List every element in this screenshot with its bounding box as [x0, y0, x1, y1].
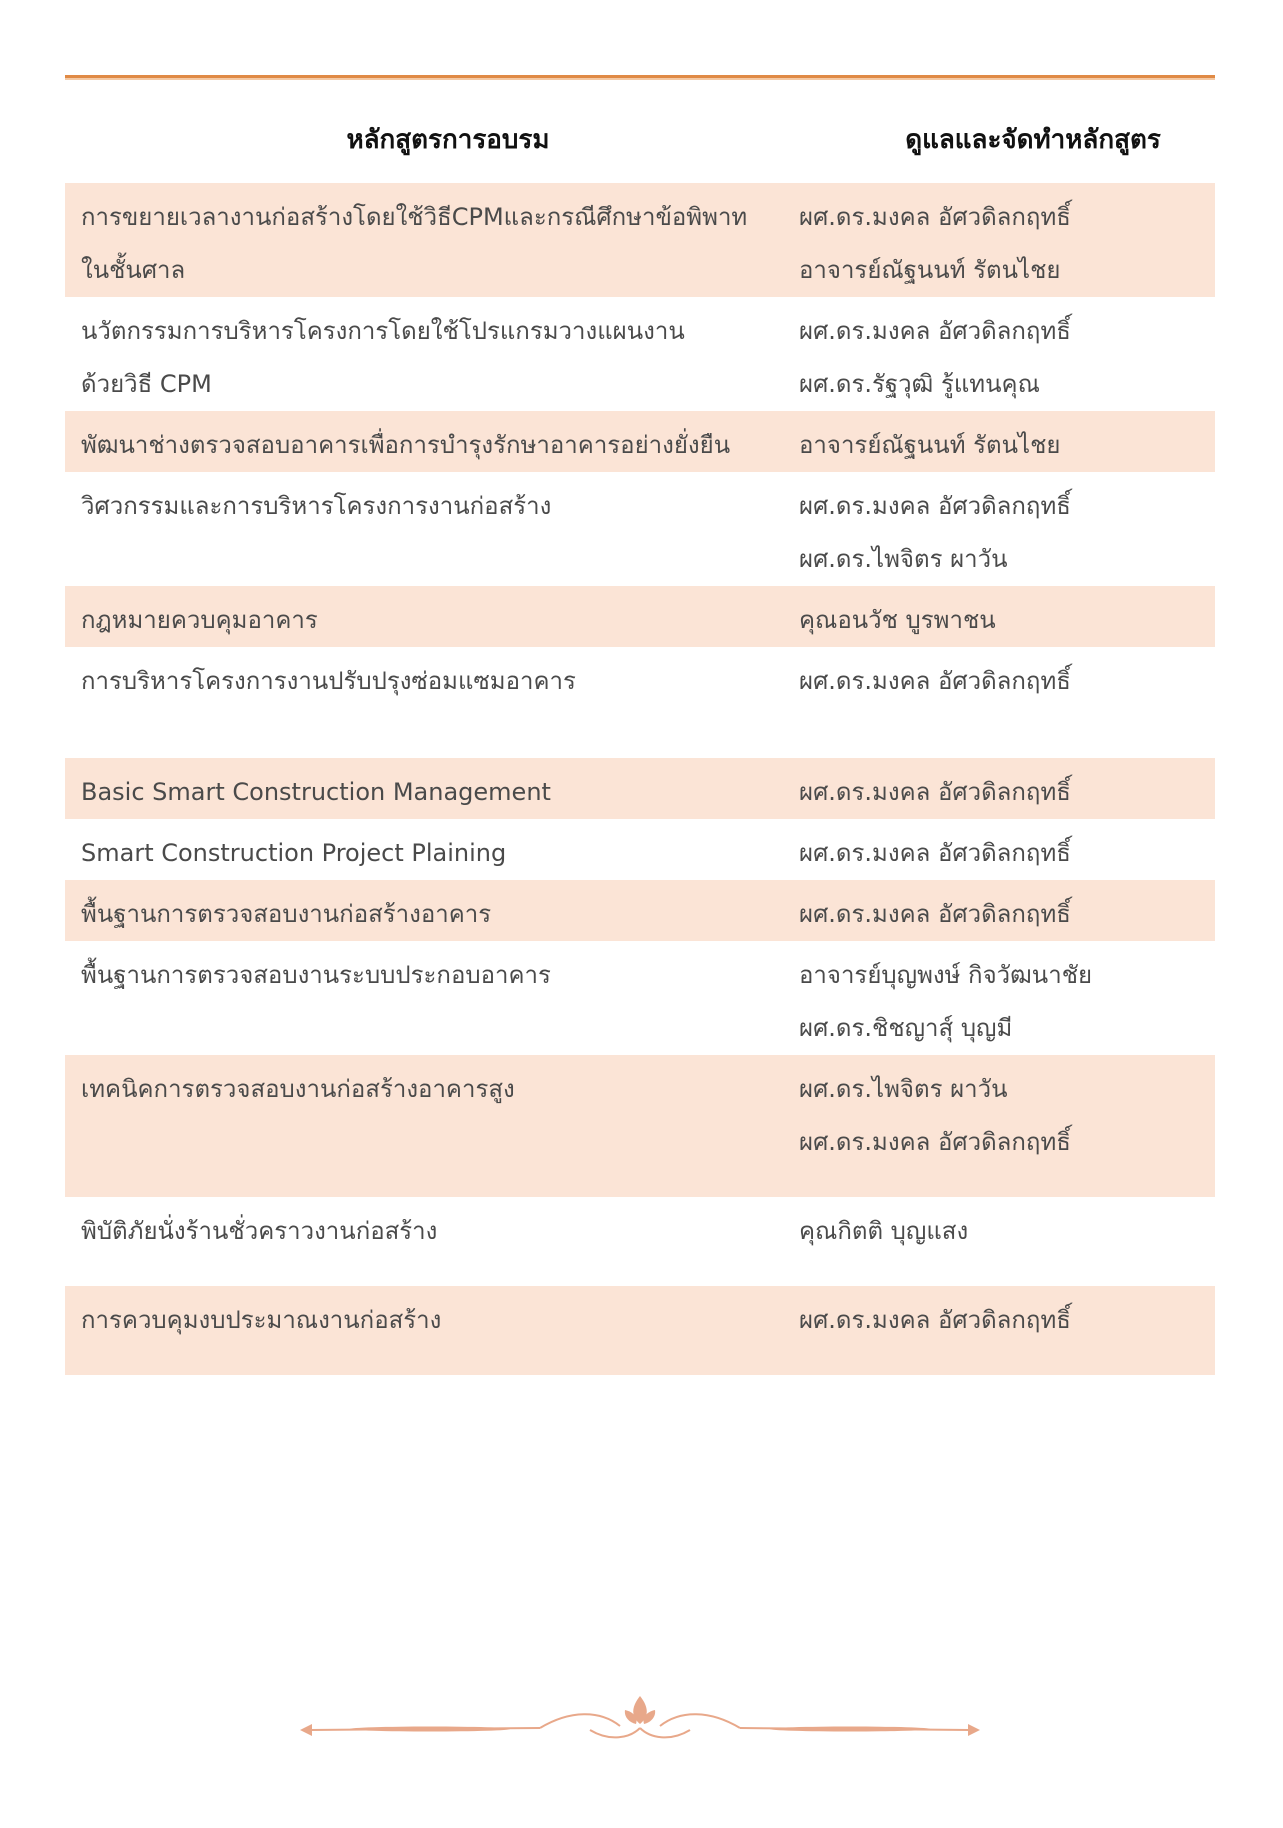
- table-row: [65, 297, 1215, 411]
- course-cell: [65, 411, 791, 472]
- table-row: [65, 1286, 1215, 1375]
- instructor-line: อาจารย์ณัฐนนท์ รัตนไชย: [799, 256, 1061, 284]
- course-line: ด้วยวิธี CPM: [81, 370, 212, 398]
- instructor-line: ผศ.ดร.มงคล อัศวดิลกฤทธิ์: [799, 778, 1071, 806]
- instructor-line: ผศ.ดร.รัฐวุฒิ รู้แทนคุณ: [799, 370, 1040, 398]
- instructor-line: ผศ.ดร.มงคล อัศวดิลกฤทธิ์: [799, 900, 1071, 928]
- course-line: การบริหารโครงการงานปรับปรุงซ่อมแซมอาคาร: [81, 667, 576, 695]
- course-cell: [65, 586, 791, 647]
- course-line: ในชั้นศาล: [81, 256, 186, 284]
- course-cell: [65, 183, 791, 297]
- instructor-line: ผศ.ดร.ชิชญาสุ์ บุญมี: [799, 1014, 1013, 1042]
- course-line: การควบคุมงบประมาณงานก่อสร้าง: [81, 1306, 442, 1334]
- course-line: พัฒนาช่างตรวจสอบอาคารเพื่อการบำรุงรักษาอาคารอย่างยั่งยืน: [81, 431, 731, 459]
- instructor-cell: [791, 1286, 1215, 1375]
- table-row: [65, 1055, 1215, 1197]
- course-line: เทคนิคการตรวจสอบงานก่อสร้างอาคารสูง: [81, 1075, 515, 1103]
- row-spacer: [65, 708, 1215, 758]
- instructor-cell: [791, 1055, 1215, 1197]
- instructor-cell: [791, 1197, 1215, 1286]
- course-line: พิบัติภัยนั่งร้านชั่วคราวงานก่อสร้าง: [81, 1217, 438, 1245]
- table-row: [65, 472, 1215, 586]
- instructor-cell: [791, 647, 1215, 708]
- course-cell: [65, 758, 791, 819]
- table-row: [65, 819, 1215, 880]
- header-instructor: ดูแลและจัดทำหลักสูตร: [905, 124, 1161, 155]
- header-course: หลักสูตรการอบรม: [346, 124, 550, 155]
- instructor-line: ผศ.ดร.มงคล อัศวดิลกฤทธิ์: [799, 317, 1071, 345]
- instructor-line: ผศ.ดร.มงคล อัศวดิลกฤทธิ์: [799, 203, 1071, 231]
- course-cell: [65, 1197, 791, 1286]
- table-row: [65, 941, 1215, 1055]
- course-line: พื้นฐานการตรวจสอบงานระบบประกอบอาคาร: [81, 961, 551, 989]
- top-divider: [65, 75, 1215, 80]
- instructor-cell: [791, 586, 1215, 647]
- course-cell: [65, 297, 791, 411]
- course-cell: [65, 1055, 791, 1197]
- course-cell: [65, 880, 791, 941]
- decorative-flourish-icon: [290, 1690, 990, 1750]
- course-line: Smart Construction Project Plaining: [81, 839, 507, 867]
- instructor-cell: [791, 411, 1215, 472]
- instructor-line: คุณกิตติ บุญแสง: [799, 1217, 969, 1245]
- instructor-line: ผศ.ดร.มงคล อัศวดิลกฤทธิ์: [799, 1128, 1071, 1156]
- instructor-line: อาจารย์ณัฐนนท์ รัตนไชย: [799, 431, 1061, 459]
- instructor-line: คุณอนวัช บูรพาชน: [799, 606, 996, 634]
- instructor-line: ผศ.ดร.มงคล อัศวดิลกฤทธิ์: [799, 839, 1071, 867]
- instructor-cell: [791, 297, 1215, 411]
- instructor-line: ผศ.ดร.ไพจิตร ผาวัน: [799, 545, 1008, 573]
- table-row: [65, 183, 1215, 297]
- instructor-cell: [791, 183, 1215, 297]
- course-line: การขยายเวลางานก่อสร้างโดยใช้วิธีCPMและกรณีศึกษาข้อพิพาท: [81, 203, 748, 231]
- instructor-cell: [791, 819, 1215, 880]
- table-row: [65, 411, 1215, 472]
- table-row: [65, 647, 1215, 708]
- table-header-row: [65, 95, 1215, 183]
- course-line: กฎหมายควบคุมอาคาร: [81, 606, 318, 634]
- course-line: Basic Smart Construction Management: [81, 778, 551, 806]
- course-line: พื้นฐานการตรวจสอบงานก่อสร้างอาคาร: [81, 900, 492, 928]
- course-line: วิศวกรรมและการบริหารโครงการงานก่อสร้าง: [81, 492, 552, 520]
- instructor-cell: [791, 758, 1215, 819]
- instructor-line: ผศ.ดร.มงคล อัศวดิลกฤทธิ์: [799, 667, 1071, 695]
- course-line: นวัตกรรมการบริหารโครงการโดยใช้โปรแกรมวางแผนงาน: [81, 317, 685, 345]
- instructor-line: ผศ.ดร.ไพจิตร ผาวัน: [799, 1075, 1008, 1103]
- course-cell: [65, 472, 791, 586]
- instructor-cell: [791, 941, 1215, 1055]
- table-row: [65, 880, 1215, 941]
- course-table: [65, 95, 1215, 1375]
- table-row: [65, 1197, 1215, 1286]
- table-row: [65, 758, 1215, 819]
- instructor-line: ผศ.ดร.มงคล อัศวดิลกฤทธิ์: [799, 492, 1071, 520]
- instructor-line: ผศ.ดร.มงคล อัศวดิลกฤทธิ์: [799, 1306, 1071, 1334]
- course-cell: [65, 647, 791, 708]
- instructor-cell: [791, 880, 1215, 941]
- instructor-cell: [791, 472, 1215, 586]
- course-cell: [65, 941, 791, 1055]
- course-cell: [65, 819, 791, 880]
- table-row: [65, 586, 1215, 647]
- course-cell: [65, 1286, 791, 1375]
- instructor-line: อาจารย์บุญพงษ์ กิจวัฒนาชัย: [799, 961, 1093, 989]
